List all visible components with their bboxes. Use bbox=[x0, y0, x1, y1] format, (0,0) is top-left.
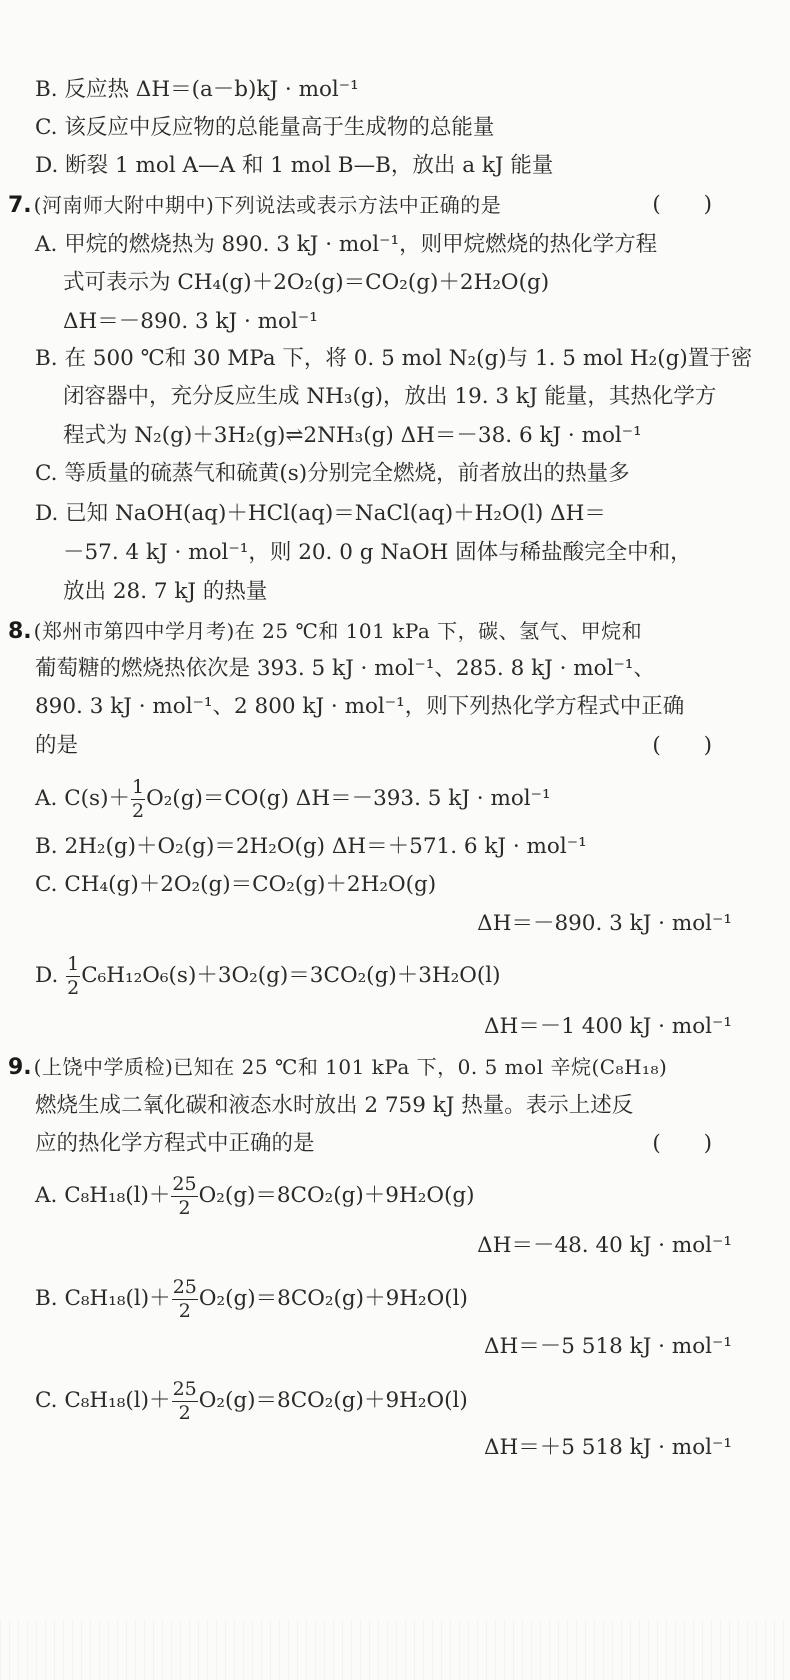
q8-option-c-enthalpy: ΔH＝－890. 3 kJ · mol⁻¹ bbox=[477, 911, 732, 936]
q9-stem-line3 bbox=[0, 1127, 790, 1161]
q7-option-c bbox=[0, 457, 790, 491]
prev-option-d-text: D. 断裂 1 mol A—A 和 1 mol B—B，放出 a kJ 能量 bbox=[35, 153, 554, 178]
fraction-denominator: 2 bbox=[178, 1401, 191, 1424]
q9-option-b-fraction bbox=[172, 1275, 198, 1322]
q7-option-c-text: C. 等质量的硫蒸气和硫黄(s)分别完全燃烧，前者放出的热量多 bbox=[35, 461, 630, 486]
q9-stem-text: (上饶中学质检)已知在 25 ℃和 101 kPa 下，0. 5 mol 辛烷(C₈H₁₈) bbox=[33, 1055, 668, 1079]
q9-option-a-enthalpy: ΔH＝－48. 40 kJ · mol⁻¹ bbox=[477, 1233, 732, 1258]
fraction-denominator: 2 bbox=[67, 976, 80, 999]
fraction-denominator: 2 bbox=[178, 1196, 191, 1219]
fraction-denominator: 2 bbox=[131, 799, 145, 822]
q7-option-d-line3 bbox=[0, 575, 790, 609]
q9-stem-line1 bbox=[0, 1050, 790, 1084]
fraction-numerator: 1 bbox=[67, 952, 80, 975]
prev-option-b-text: B. 反应热 ΔH＝(a－b)kJ · mol⁻¹ bbox=[35, 77, 359, 102]
q8-stem-text-3: 890. 3 kJ · mol⁻¹、2 800 kJ · mol⁻¹，则下列热化学方程式中正确 bbox=[35, 694, 685, 719]
q7-option-b-line3 bbox=[0, 419, 790, 453]
q7-option-b-line1 bbox=[0, 342, 790, 376]
q8-option-a-fraction bbox=[131, 775, 145, 822]
q9-option-c-line2 bbox=[0, 1431, 790, 1465]
q8-option-d-line2 bbox=[0, 1010, 790, 1044]
q8-stem-text: (郑州市第四中学月考)在 25 ℃和 101 kPa 下，碳、氢气、甲烷和 bbox=[33, 619, 643, 643]
q7-option-b-line2 bbox=[0, 380, 790, 414]
q7-option-d-text: D. 已知 NaOH(aq)＋HCl(aq)＝NaCl(aq)＋H₂O(l) ΔH＝ bbox=[35, 501, 606, 526]
fraction-numerator: 25 bbox=[172, 1172, 197, 1195]
prev-option-c bbox=[0, 111, 790, 145]
q9-option-a-pre: A. C₈H₁₈(l)＋ bbox=[35, 1183, 171, 1208]
q7-option-a-enthalpy: ΔH＝－890. 3 kJ · mol⁻¹ bbox=[63, 309, 318, 334]
q8-option-a-pre: A. C(s)＋ bbox=[35, 786, 130, 811]
q7-option-a-text: A. 甲烷的燃烧热为 890. 3 kJ · mol⁻¹，则甲烷燃烧的热化学方程 bbox=[35, 232, 658, 257]
q9-option-c-pre: C. C₈H₁₈(l)＋ bbox=[35, 1388, 171, 1413]
q8-stem-line4 bbox=[0, 729, 790, 763]
q9-option-a-fraction bbox=[171, 1172, 197, 1219]
q8-stem-text-4: 的是 bbox=[35, 733, 79, 758]
q7-option-d-text-2: －57. 4 kJ · mol⁻¹，则 20. 0 g NaOH 固体与稀盐酸完全中和， bbox=[63, 540, 692, 565]
fraction-numerator: 25 bbox=[172, 1275, 197, 1298]
q8-option-d-pre: D. bbox=[35, 963, 66, 988]
q8-option-d-fraction bbox=[66, 952, 80, 999]
q7-stem-text: (河南师大附中期中)下列说法或表示方法中正确的是 bbox=[33, 193, 502, 217]
q7-option-d-line2 bbox=[0, 536, 790, 570]
q9-stem-text-2: 燃烧生成二氧化碳和液态水时放出 2 759 kJ 热量。表示上述反 bbox=[35, 1093, 634, 1118]
q8-option-c-equation: C. CH₄(g)＋2O₂(g)＝CO₂(g)＋2H₂O(g) bbox=[35, 872, 437, 897]
q9-option-b-line1 bbox=[0, 1277, 790, 1321]
fraction-numerator: 1 bbox=[131, 775, 145, 798]
q8-option-c-line1 bbox=[0, 868, 790, 902]
q7-option-a-line1 bbox=[0, 228, 790, 262]
q9-option-a-line2 bbox=[0, 1229, 790, 1263]
q8-option-c-line2 bbox=[0, 907, 790, 941]
scan-edge-texture bbox=[0, 1620, 790, 1680]
q9-option-c-enthalpy: ΔH＝＋5 518 kJ · mol⁻¹ bbox=[484, 1435, 732, 1460]
q7-option-b-text: B. 在 500 ℃和 30 MPa 下，将 0. 5 mol N₂(g)与 1. 5 mol H₂(g)置于密 bbox=[35, 346, 753, 371]
q7-number: 7. bbox=[8, 193, 32, 218]
q9-option-b-line2 bbox=[0, 1330, 790, 1364]
q9-stem-line2 bbox=[0, 1089, 790, 1123]
q9-option-b-pre: B. C₈H₁₈(l)＋ bbox=[35, 1286, 171, 1311]
q9-option-b-enthalpy: ΔH＝－5 518 kJ · mol⁻¹ bbox=[484, 1334, 732, 1359]
q7-option-d-line1 bbox=[0, 497, 790, 531]
q7-stem bbox=[0, 188, 790, 222]
q8-answer-paren: ( ) bbox=[652, 733, 730, 758]
q7-option-d-text-3: 放出 28. 7 kJ 的热量 bbox=[63, 579, 268, 604]
q8-stem-text-2: 葡萄糖的燃烧热依次是 393. 5 kJ · mol⁻¹、285. 8 kJ · mol⁻¹、 bbox=[35, 656, 655, 681]
q9-option-c-post: O₂(g)＝8CO₂(g)＋9H₂O(l) bbox=[198, 1388, 468, 1413]
prev-option-c-text: C. 该反应中反应物的总能量高于生成物的总能量 bbox=[35, 115, 495, 140]
q8-number: 8. bbox=[8, 619, 32, 644]
fraction-denominator: 2 bbox=[178, 1299, 191, 1322]
q8-stem-line1 bbox=[0, 614, 790, 648]
q7-option-a-equation: 式可表示为 CH₄(g)＋2O₂(g)＝CO₂(g)＋2H₂O(g) bbox=[63, 270, 550, 295]
q9-option-a-line1 bbox=[0, 1174, 790, 1218]
q8-option-d-line1 bbox=[0, 954, 790, 998]
q8-stem-line3 bbox=[0, 690, 790, 724]
q8-stem-line2 bbox=[0, 652, 790, 686]
q9-option-c-line1 bbox=[0, 1379, 790, 1423]
q7-option-a-line2 bbox=[0, 266, 790, 300]
q7-option-b-text-2: 闭容器中，充分反应生成 NH₃(g)，放出 19. 3 kJ 能量，其热化学方 bbox=[63, 384, 717, 409]
prev-option-b bbox=[0, 73, 790, 107]
q9-answer-paren: ( ) bbox=[652, 1131, 730, 1156]
q7-answer-paren: ( ) bbox=[652, 192, 730, 217]
q7-option-b-equation: 程式为 N₂(g)＋3H₂(g)⇌2NH₃(g) ΔH＝－38. 6 kJ · mol⁻¹ bbox=[63, 423, 642, 448]
q9-option-a-post: O₂(g)＝8CO₂(g)＋9H₂O(g) bbox=[198, 1183, 475, 1208]
q7-option-a-line3 bbox=[0, 305, 790, 339]
q9-number: 9. bbox=[8, 1055, 32, 1080]
q8-option-b-text: B. 2H₂(g)＋O₂(g)＝2H₂O(g) ΔH＝＋571. 6 kJ · mol⁻¹ bbox=[35, 834, 587, 859]
q9-option-c-fraction bbox=[172, 1377, 198, 1424]
q8-option-b bbox=[0, 830, 790, 864]
q9-option-b-post: O₂(g)＝8CO₂(g)＋9H₂O(l) bbox=[198, 1286, 468, 1311]
fraction-numerator: 25 bbox=[172, 1377, 197, 1400]
q9-stem-text-3: 应的热化学方程式中正确的是 bbox=[35, 1131, 315, 1156]
prev-option-d bbox=[0, 149, 790, 183]
q8-option-d-post: C₆H₁₂O₆(s)＋3O₂(g)＝3CO₂(g)＋3H₂O(l) bbox=[81, 963, 501, 988]
q8-option-d-enthalpy: ΔH＝－1 400 kJ · mol⁻¹ bbox=[484, 1014, 732, 1039]
q8-option-a bbox=[0, 777, 790, 821]
q8-option-a-post: O₂(g)＝CO(g) ΔH＝－393. 5 kJ · mol⁻¹ bbox=[146, 786, 551, 811]
